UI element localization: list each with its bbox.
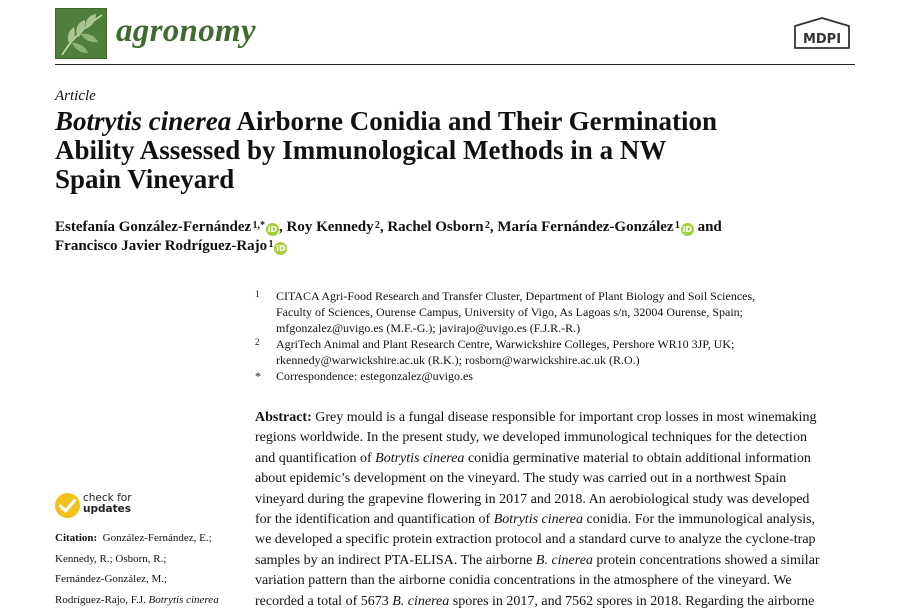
abstract-species: Botrytis cinerea <box>375 450 465 466</box>
author-name[interactable]: María Fernández-González <box>497 219 674 235</box>
abstract-species: B. cinerea <box>535 552 593 568</box>
affiliation-line: mfgonzalez@uvigo.es (M.F.-G.); javirajo@uvigo.es (F.J.R.-R.) <box>276 321 581 335</box>
citation-label: Citation: <box>55 532 98 544</box>
citation <box>55 528 245 610</box>
check-for-updates-icon[interactable] <box>54 492 81 519</box>
citation-line: González-Fernández, E.; <box>102 532 212 544</box>
affiliation-line: Faculty of Sciences, Ourense Campus, University of Vigo, As Lagoas s/n, 32004 Ourense, Spain; <box>276 305 743 319</box>
title-species: Botrytis cinerea <box>55 106 232 136</box>
abstract-text: conidia. For the immunological analysis, <box>583 512 816 528</box>
author-name[interactable]: Estefanía González-Fernández <box>55 219 252 235</box>
citation-line: Fernández-González, M.; <box>55 573 168 585</box>
citation-line: Rodríguez-Rajo, F.J. <box>55 593 149 606</box>
affiliation-line: CITACA Agri-Food Research and Transfer Cluster, Department of Plant Biology and Soil Sciences, <box>276 289 756 303</box>
abstract-line: we developed a specific protein extraction protocol and a standard curve to analyze the cyclone-trap <box>255 532 816 548</box>
journal-name: agronomy <box>116 13 256 49</box>
title-line-3: Spain Vineyard <box>55 164 235 194</box>
author-affil-sup: 1 <box>674 220 680 231</box>
journal-logo-icon <box>55 8 107 59</box>
abstract-line: variation pattern than the airborne conidia concentrations in the atmosphere of the vineyard. We <box>255 573 792 589</box>
abstract-text: recorded a total of 5673 <box>255 593 393 609</box>
author-separator: , <box>379 219 388 235</box>
affiliation-marker: 2 <box>255 337 260 347</box>
affiliation-marker: 1 <box>255 289 260 299</box>
abstract-line: about epidemic’s development on the vineyard. The study was carried out in a northwest Spain <box>255 471 787 487</box>
citation-line: Kennedy, R.; Osborn, R.; <box>55 552 167 565</box>
citation-species: Botrytis cinerea <box>148 593 219 606</box>
correspondence-marker: * <box>255 369 261 383</box>
author-and: and <box>693 219 722 235</box>
affiliation-line: rkennedy@warwickshire.ac.uk (R.K.); rosborn@warwickshire.ac.uk (R.O.) <box>276 353 640 367</box>
author-affil-sup: 1 <box>268 239 274 250</box>
affiliations <box>255 288 855 384</box>
orcid-icon[interactable]: iD <box>267 225 278 234</box>
author-separator: , <box>278 219 287 235</box>
abstract-text: conidia germinative material to obtain additional information <box>464 450 811 466</box>
abstract-text: spores in 2017, and 7562 spores in 2018. Regarding the airborne <box>449 593 815 609</box>
author-list <box>55 218 855 256</box>
check-for-updates-line: check for <box>83 492 132 504</box>
title-line-2: Ability Assessed by Immunological Methods in a NW <box>55 135 667 165</box>
abstract-line: vineyard during the grapevine flowering in 2017 and 2018. An aerobiological study was developed <box>255 491 810 507</box>
affiliation-1 <box>255 288 855 336</box>
orcid-icon[interactable]: iD <box>276 244 286 253</box>
title-line-1: Airborne Conidia and Their Germination <box>231 106 718 136</box>
abstract-label: Abstract: <box>255 410 312 425</box>
affiliation-line: AgriTech Animal and Plant Research Centre, Warwickshire Colleges, Pershore WR10 3JP, UK; <box>276 337 735 351</box>
orcid-icon[interactable]: iD <box>682 225 693 234</box>
check-for-updates-line: updates <box>83 503 131 515</box>
author-affil-sup: 2 <box>374 220 380 231</box>
abstract-text: samples by an indirect PTA-ELISA. The airborne <box>255 552 536 568</box>
abstract-line: Grey mould is a fungal disease responsible for important crop losses in most winemaking <box>311 410 817 425</box>
author-name[interactable]: Francisco Javier Rodríguez-Rajo <box>55 238 268 254</box>
author-name[interactable]: Rachel Osborn <box>387 219 484 235</box>
abstract-text: and quantification of <box>255 450 376 466</box>
header-rule <box>55 64 855 65</box>
abstract-species: B. cinerea <box>392 593 450 609</box>
publisher-name: MDPI <box>802 32 842 47</box>
article-type: Article <box>55 88 96 104</box>
check-for-updates-link[interactable] <box>83 493 132 515</box>
mdpi-logo-icon <box>792 16 852 50</box>
abstract-text: protein concentrations showed a similar <box>592 552 820 568</box>
article-title <box>55 107 845 194</box>
correspondence-text: Correspondence: estegonzalez@uvigo.es <box>276 369 473 383</box>
abstract-text: for the identification and quantification of <box>255 512 494 528</box>
author-affil-sup: 2 <box>484 220 490 231</box>
author-affil-sup: 1,* <box>252 220 265 231</box>
abstract-line: regions worldwide. In the present study, we developed immunological techniques for the detection <box>255 430 807 446</box>
affiliation-2 <box>255 336 855 368</box>
author-separator: , <box>489 219 498 235</box>
correspondence <box>255 368 855 384</box>
abstract-species: Botrytis cinerea <box>493 512 583 528</box>
abstract <box>255 408 855 612</box>
author-name[interactable]: Roy Kennedy <box>286 219 374 235</box>
